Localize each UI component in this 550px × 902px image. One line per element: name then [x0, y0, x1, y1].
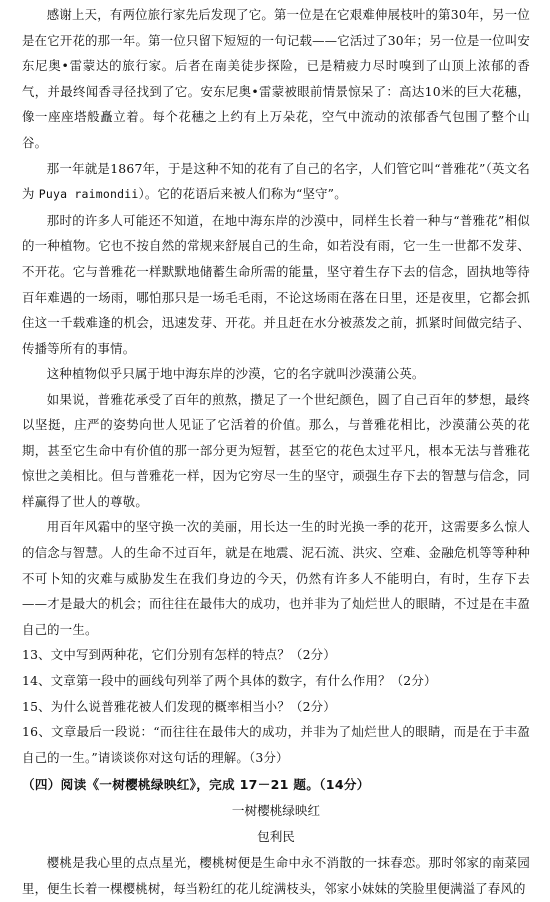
question-13: 13、文中写到两种花，它们分别有怎样的特点？（2分） [22, 647, 336, 663]
passage-paragraph-3: 那时的许多人可能还不知道，在地中海东岸的沙漠中，同样生长着一种与“普雅花”相似的一种植物。它也不按自然的常规来舒展自己的生命，如若没有雨，它一生一世都不发芽、不开花。它与普雅花一样默默地储蓄生命所需的能量，坚守着生存下去的信念，固执地等待百年难遇的一场雨，哪怕那只是一场毛毛雨，不论这场雨在落在日里，还是夜里，它都会抓住这一千载难逢的机会，迅速发芽、开花。并且赶在水分被蒸发之前，抓紧时间做完结子、传播等所有的事情。 [22, 212, 530, 356]
paragraph-2-text-b: ）。它的花语后来被人们称为“坚守”。 [138, 186, 347, 202]
question-14: 14、文章第一段中的画线句列举了两个具体的数字，有什么作用？（2分） [22, 673, 437, 689]
question-15: 15、为什么说普雅花被人们发现的概率相当小？（2分） [22, 698, 336, 714]
passage-paragraph-6 [22, 514, 530, 642]
latin-name: Puya raimondii [38, 187, 139, 202]
article-paragraph-1: 樱桃是我心里的点点星光，樱桃树便是生命中永不消散的一抹春恋。那时邻家的南菜园里，便生长着一棵樱桃树，每当粉红的花儿绽满枝头，邻家小妹妹的笑脸里便满溢了春风的 [22, 855, 530, 897]
passage-paragraph-4: 这种植物似乎只属于地中海东岸的沙漠，它的名字就叫沙漠蒲公英。 [46, 366, 425, 382]
question-16: 16、文章最后一段说：“而往往在最伟大的成功，并非为了灿烂世人的眼睛，而是在于丰盈自己的一生。”请谈谈你对这句话的理解。（3分） [22, 724, 530, 765]
paragraph-6-text-a: 用百年风霜中的坚守换一次的美丽，用长达一生的时光换一季的花开，这需要多么惊人的信念与智慧。人的生命不过百年，就是在地震、泥石流、洪灾、空难、金融危机等等种种不可卜知的灾难与威胁发生在我们身边的今天，仍然有许多人不能明白，有时，生存下去——才是最大的机会； [22, 519, 530, 612]
passage-paragraph-1: 感谢上天，有两位旅行家先后发现了它。第一位是在它艰难伸展枝叶的第30年，另一位是在它开花的那一年。第一位只留下短短的一句记载——它活过了30年；另一位是一位叫安东尼奥•雷蒙达的旅行家。后者在南美徒步探险，已是精疲力尽时嗅到了山顶上浓郁的香气，并最终闻香寻径找到了它。安东尼奥•雷蒙被眼前情景惊呆了：高达10米的巨大花穗，像一座座塔般矗立着。每个花穗之上约有上万朵花，空气中流动的浓郁香气包围了整个山谷。 [22, 7, 530, 150]
paragraph-6-text-b: 而往往在最伟大的成功，也并非为了灿烂世人的眼睛，不过是在丰盈自己的一生。 [22, 596, 531, 637]
article-author: 包利民 [257, 829, 295, 845]
article-title: 一树樱桃绿映红 [231, 803, 321, 819]
section-4-heading: （四）阅读《一树樱桃绿映红》，完成 17－21 题。（14分） [22, 777, 370, 793]
passage-paragraph-5: 如果说，普雅花承受了百年的煎熬，攒足了一个世纪颜色，圆了自己百年的梦想，最终以坚挺，庄严的姿势向世人见证了它活着的价值。那么，与普雅花相比，沙漠蒲公英的花期，甚至它生命中有价值的那一部分更为短暂，甚至它的花色太过平凡，根本无法与普雅花惊世之美相比。但与普雅花一样，因为它穷尽一生的坚守，顽强生存下去的智慧与信念，同样赢得了世人的尊敬。 [22, 391, 530, 509]
passage-paragraph-2 [22, 156, 530, 208]
paragraph-2-text-a: 那一年就是1867年，于是这种不知的花有了自己的名字，人们管它叫“普雅花”（英文名为 [22, 160, 530, 202]
